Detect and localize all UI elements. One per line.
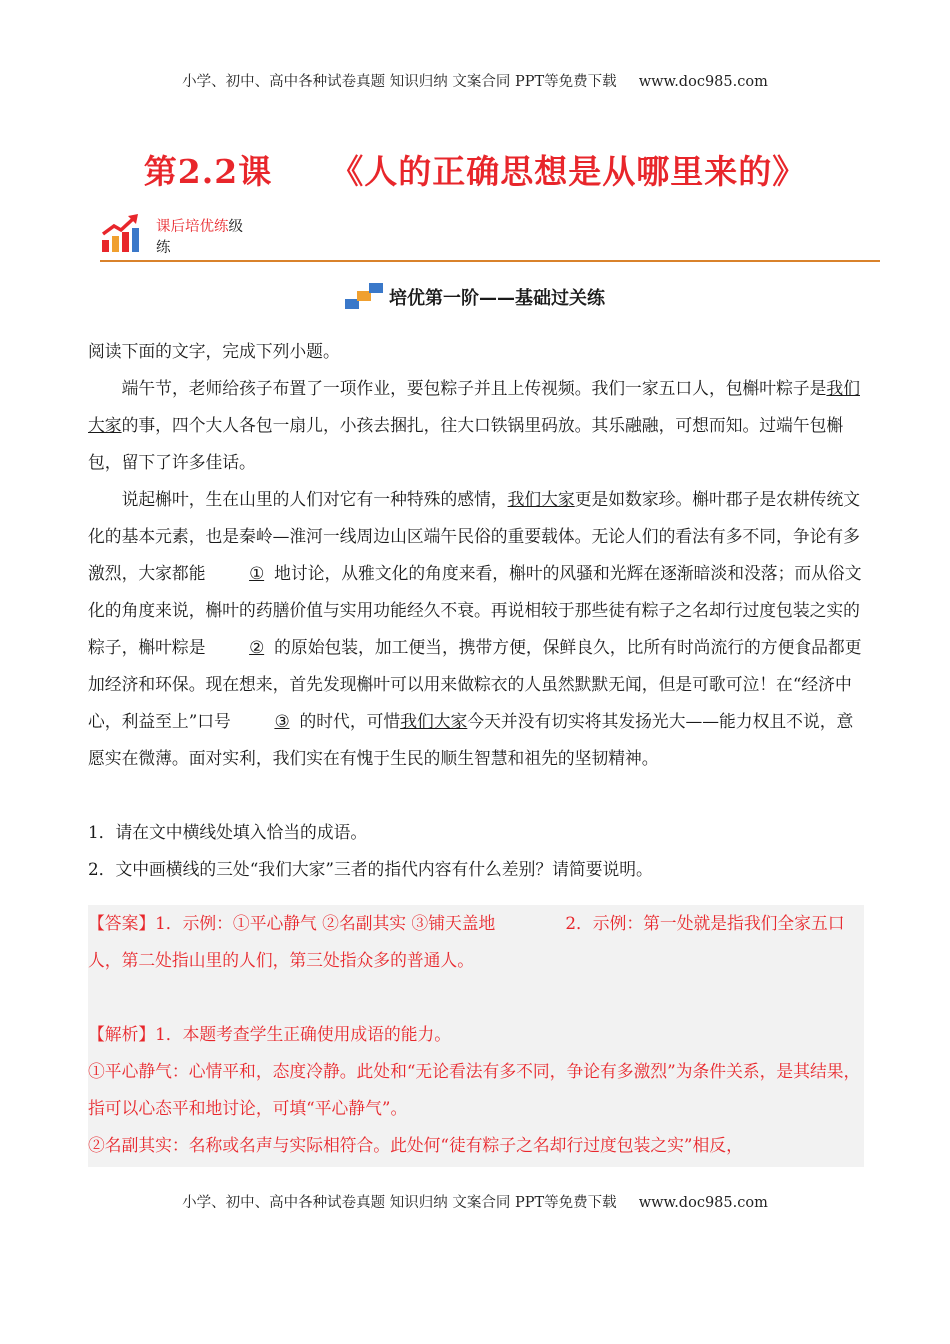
tag-line-1 xyxy=(156,215,243,236)
lesson-number: 第2.2课 xyxy=(143,152,273,191)
growth-chart-icon xyxy=(100,212,148,256)
underlined-phrase-3: 我们大家 xyxy=(400,711,468,731)
section-label: 培优第一阶——基础过关练 xyxy=(389,288,605,309)
p2-text-c: 地讨论，从雅文化的角度来看，槲叶的风骚和光辉在逐渐暗淡和没落；而从俗文化的角度来说，槲叶的药膳价值与实用功能经久不衰。再说相较于那些徒有粽子之名却行过度包装之实的粽子，槲叶粽是 xyxy=(88,563,862,657)
analysis-1: ①平心静气：心情平和，态度冷静。此处和“无论看法有多不同，争论有多激烈”为条件关系，是其结果，指可以心态平和地讨论，可填“平心静气”。 xyxy=(88,1061,861,1118)
p2-text-e: 的时代，可惜 xyxy=(299,711,401,731)
p2-text-b: 更是如数家珍。槲叶郡子是农耕传统文化的基本元素，也是秦岭—淮河一线周边山区端午民俗的重要载体。无论人们的看法有多不同，争论有多激烈，大家都能 xyxy=(88,489,861,583)
practice-tag xyxy=(100,212,880,262)
header-site[interactable]: www.doc985.com xyxy=(638,74,768,90)
passage-paragraph-2 xyxy=(88,481,864,777)
p1-text-b: 的事，四个大人各包一扇儿，小孩去捆扎，往大口铁锅里码放。其乐融融，可想而知。过端午包槲包，留下了许多佳话。 xyxy=(88,415,844,472)
answer-part-2: 2．示例：第一处就是指我们全家五口人，第二处指山里的人们，第三处指众多的普通人。 xyxy=(88,913,845,970)
p2-text-d: 的原始包装，加工便当，携带方便，保鲜良久，比所有时尚流行的方便食品都更加经济和环保。现在想来，首先发现槲叶可以用来做粽衣的人虽然默默无闻，但是可歌可泣！在“经济中心，利益至上”口号 xyxy=(88,637,862,731)
questions xyxy=(88,814,864,888)
reading-passage xyxy=(88,333,864,777)
blank-3: ③ xyxy=(274,711,290,731)
page-title xyxy=(0,146,950,193)
answer-line xyxy=(88,905,864,979)
answer-box xyxy=(88,905,864,1167)
analysis-title: 【解析】1．本题考查学生正确使用成语的能力。 xyxy=(88,1024,452,1044)
blank-1: ① xyxy=(249,563,265,583)
stairs-icon xyxy=(345,283,385,311)
page-footer xyxy=(0,1191,950,1212)
passage-paragraph-1 xyxy=(88,370,864,481)
question-1: 1．请在文中横线处填入恰当的成语。 xyxy=(88,822,368,842)
section-heading xyxy=(0,283,950,311)
header-text: 小学、初中、高中各种试卷真题 知识归纳 文案合同 PPT等免费下载 xyxy=(182,74,617,90)
tag-line-2: 练 xyxy=(156,240,171,256)
analysis-2: ②名副其实：名称或名声与实际相符合。此处何“徒有粽子之名却行过度包装之实”相反， xyxy=(88,1135,743,1155)
p2-text-f: 今天并没有切实将其发扬光大——能力权且不说，意愿实在微薄。面对实利，我们实在有愧于生民的顺生智慧和祖先的坚韧精神。 xyxy=(88,711,854,768)
question-2: 2．文中画横线的三处“我们大家”三者的指代内容有什么差别？请简要说明。 xyxy=(88,859,653,879)
tag-red-text: 课后培优练 xyxy=(156,219,229,235)
footer-site[interactable]: www.doc985.com xyxy=(638,1195,768,1211)
blank-2: ② xyxy=(249,637,265,657)
underlined-phrase-1: 我们大家 xyxy=(88,378,860,435)
p2-text-a: 说起槲叶，生在山里的人们对它有一种特殊的感情， xyxy=(121,489,508,509)
answer-part-1: 【答案】1．示例：①平心静气 ②名副其实 ③铺天盖地 xyxy=(88,913,496,933)
lesson-name: 《人的正确思想是从哪里来的》 xyxy=(330,152,807,191)
page-header xyxy=(0,70,950,91)
p1-text-a: 端午节，老师给孩子布置了一项作业，要包粽子并且上传视频。我们一家五口人，包槲叶粽子是 xyxy=(121,378,827,398)
tag-black-text: 级 xyxy=(228,219,243,235)
footer-text: 小学、初中、高中各种试卷真题 知识归纳 文案合同 PPT等免费下载 xyxy=(182,1195,617,1211)
passage-intro: 阅读下面的文字，完成下列小题。 xyxy=(88,341,340,361)
underlined-phrase-2: 我们大家 xyxy=(507,489,575,509)
